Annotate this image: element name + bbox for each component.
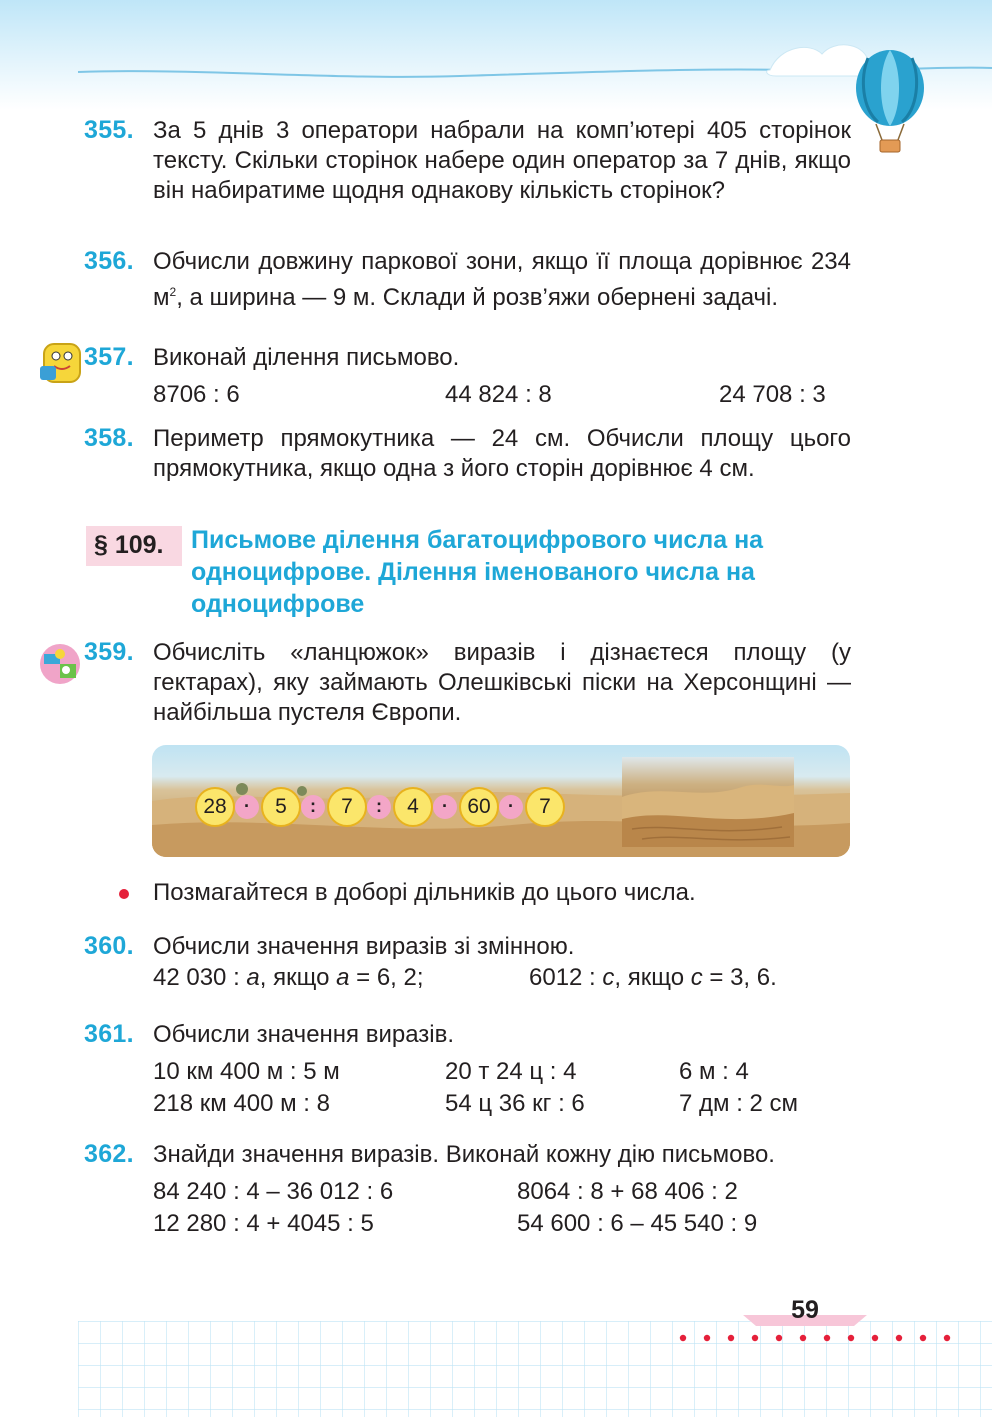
bullet-dot xyxy=(119,889,129,899)
expression-357-3: 24 708 : 3 xyxy=(719,381,826,408)
superscript: 2 xyxy=(169,285,177,299)
task-number-361: 361. xyxy=(84,1020,134,1048)
task-text-360: Обчисли значення виразів зі змінною. xyxy=(153,933,575,960)
task-text-359: Обчисліть «ланцюжок» виразів і дізнаєтеся площу (у гектарах), яку займають Олешківські піски на Херсонщині — найбільша пустеля Європи. xyxy=(153,639,851,726)
chain-number: 7 xyxy=(525,787,565,827)
task-text-355: За 5 днів 3 оператори набрали на комп’ютері 405 сторінок тексту. Скільки сторінок набере один оператор за 7 днів, якщо він набиратиме щодня однакову кількість сторінок? xyxy=(153,117,851,204)
expression-360-2: 6012 : с, якщо с = 3, 6. xyxy=(529,964,777,991)
chain-number: 28 xyxy=(195,787,235,827)
expression-361: 6 м : 4 xyxy=(679,1058,749,1085)
section-number-badge: § 109. xyxy=(86,526,182,566)
hot-air-balloon-icon xyxy=(848,48,934,158)
task-text-357: Виконай ділення письмово. xyxy=(153,344,460,371)
task-number-358: 358. xyxy=(84,424,134,452)
expression-chain xyxy=(195,785,575,829)
task-number-356: 356. xyxy=(84,247,134,275)
header-wave-line xyxy=(0,40,992,110)
expression-362: 84 240 : 4 – 36 012 : 6 xyxy=(153,1178,394,1205)
expression-362: 8064 : 8 + 68 406 : 2 xyxy=(517,1178,738,1205)
chain-number: 5 xyxy=(261,787,301,827)
chain-number: 7 xyxy=(327,787,367,827)
expression-361: 54 ц 36 кг : 6 xyxy=(445,1090,585,1117)
task-number-359: 359. xyxy=(84,638,134,666)
task-text-361: Обчисли значення виразів. xyxy=(153,1021,455,1048)
section-title: Письмове ділення багатоцифрового числа на одноцифрове. Ділення іменованого числа на одноцифрове xyxy=(191,526,764,618)
task-number-355: 355. xyxy=(84,116,134,144)
expression-357-2: 44 824 : 8 xyxy=(445,381,552,408)
chain-number: 4 xyxy=(393,787,433,827)
expression-361: 7 дм : 2 см xyxy=(679,1090,799,1117)
footer-grid xyxy=(0,1315,992,1417)
task-text-358: Периметр прямокутника — 24 см. Обчисли площу цього прямокутника, якщо одна з його сторін дорівнює 4 см. xyxy=(153,425,851,482)
expression-357-1: 8706 : 6 xyxy=(153,381,240,408)
expression-361: 218 км 400 м : 8 xyxy=(153,1090,330,1117)
dunes-photo-art xyxy=(622,757,794,847)
chain-operator: · xyxy=(499,795,523,819)
task-text-362: Знайди значення виразів. Виконай кожну дію письмово. xyxy=(153,1141,775,1168)
task-number-360: 360. xyxy=(84,932,134,960)
chain-operator: · xyxy=(235,795,259,819)
backpack-icon xyxy=(36,336,88,386)
expression-360-1: 42 030 : а, якщо а = 6, 2; xyxy=(153,964,424,991)
expression-362: 12 280 : 4 + 4045 : 5 xyxy=(153,1210,374,1237)
chain-operator: : xyxy=(367,795,391,819)
expression-361: 10 км 400 м : 5 м xyxy=(153,1058,340,1085)
expression-361: 20 т 24 ц : 4 xyxy=(445,1058,577,1085)
task-text-356: Обчисли довжину паркової зони, якщо її площа дорівнює 234 $м^2$, а ширина — 9 м. Склади й розв’яжи обернені задачі. xyxy=(153,248,851,311)
task-number-362: 362. xyxy=(84,1140,134,1168)
chain-operator: : xyxy=(301,795,325,819)
puzzle-icon xyxy=(36,640,86,688)
chain-number: 60 xyxy=(459,787,499,827)
page-number: 59 xyxy=(791,1296,819,1324)
task-number-357: 357. xyxy=(84,343,134,371)
desert-dunes-photo xyxy=(622,757,794,847)
chain-operator: · xyxy=(433,795,457,819)
bullet-text: Позмагайтеся в доборі дільників до цього числа. xyxy=(153,879,696,906)
expression-362: 54 600 : 6 – 45 540 : 9 xyxy=(517,1210,758,1237)
